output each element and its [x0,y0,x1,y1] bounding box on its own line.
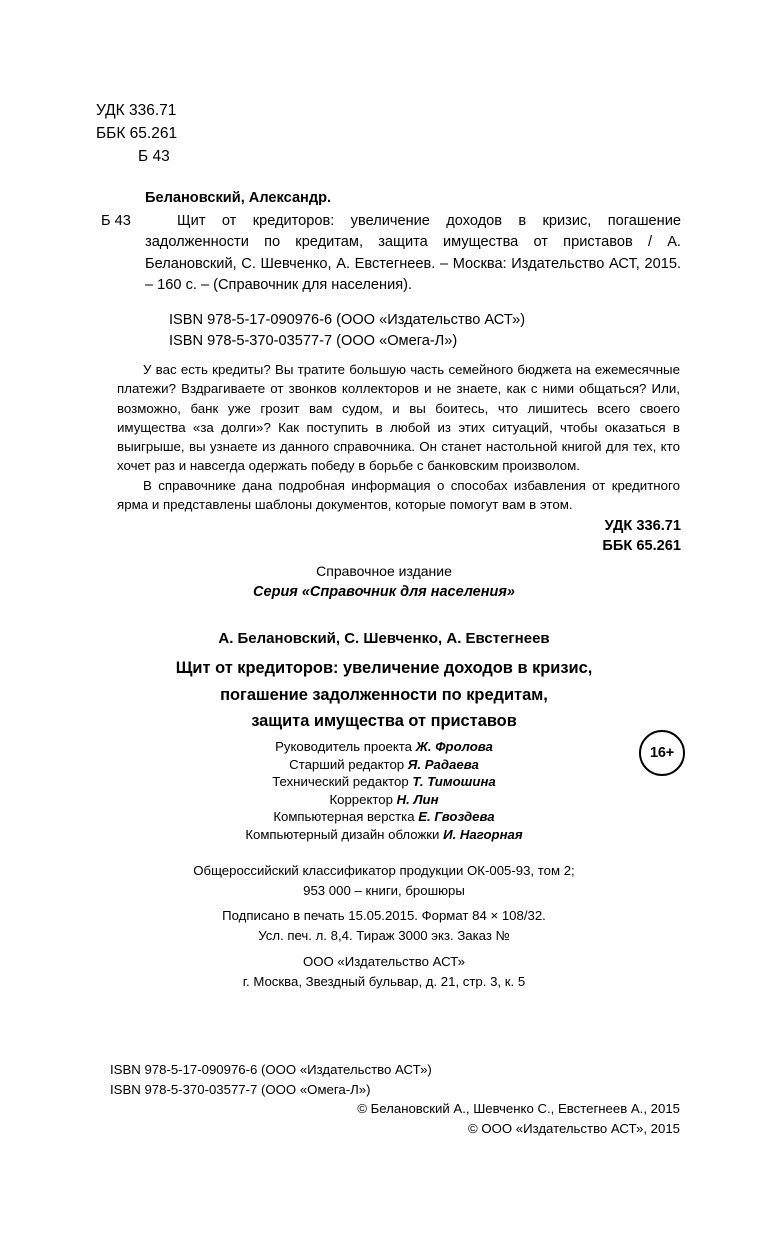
bbk-code: ББК 65.261 [96,125,178,142]
title-line-2: погашение задолженности по кредитам, [220,685,548,704]
title-line-1: Щит от кредиторов: увеличение доходов в кризис, [175,659,593,677]
author-sign-code: Б 43 [138,148,170,165]
udk-code: УДК 336.71 [96,102,177,119]
production-credits [84,738,684,844]
credit-role: Руководитель проекта [275,739,413,754]
edition-kind-label: Справочное издание [316,563,452,579]
copyright-publisher: © ООО «Издательство АСТ», 2015 [467,1121,680,1136]
bibliographic-record [101,188,681,297]
footer-copyright-block [280,1099,680,1139]
credit-row [84,738,684,756]
credit-name: Я. Радаева [407,756,479,772]
footer-isbn-omega: ISBN 978-5-370-03577-7 (ООО «Омега-Л») [110,1082,371,1097]
title-block [84,626,684,735]
bbk-code-repeat: ББК 65.261 [602,538,681,554]
annotation-block [117,360,680,514]
udk-code-repeat: УДК 336.71 [604,518,681,534]
copyright-authors: © Белановский А., Шевченко С., Евстегнеев А., 2015 [357,1101,680,1116]
credit-name: И. Нагорная [443,826,523,842]
footer-isbn-block [110,1060,530,1100]
series-label: Серия «Справочник для населения» [253,584,515,600]
biblio-author-heading: Белановский, Александр. [145,190,332,206]
credit-name: Т. Тимошина [412,774,496,790]
edition-kind-block [84,561,684,603]
classification-codes [96,99,316,168]
credit-row [84,826,684,844]
credit-row [84,808,684,826]
biblio-shelf-mark: Б 43 [101,212,131,229]
credit-row [84,756,684,774]
credit-role: Компьютерный дизайн обложки [245,826,440,842]
credit-row [84,791,684,809]
isbn-omega: ISBN 978-5-370-03577-7 (ООО «Омега-Л») [169,333,458,349]
credit-row [84,773,684,791]
credit-name: Н. Лин [396,791,439,807]
printrun-line-2: Усл. печ. л. 8,4. Тираж 3000 экз. Заказ № [258,927,510,943]
credit-role: Старший редактор [289,756,405,772]
classifier-line-1: Общероссийский классификатор продукции ОК-005-93, том 2; [193,863,575,878]
isbn-block [169,310,669,352]
biblio-description-row [101,211,681,297]
age-rating-label: 16+ [650,745,674,761]
publisher-block [84,952,684,991]
isbn-ast: ISBN 978-5-17-090976-6 (ООО «Издательство АСТ») [169,312,526,328]
annotation-paragraph-2: В справочнике дана подробная информация о способах избавления от кредитного ярма и представлены шаблоны документов, которые помогут вам в этом. [117,477,680,513]
classifier-line-2: 953 000 – книги, брошюры [303,882,465,898]
credit-role: Корректор [329,791,393,807]
credit-name: Е. Гвоздева [418,809,495,825]
footer-isbn-ast: ISBN 978-5-17-090976-6 (ООО «Издательство АСТ») [110,1062,432,1077]
classification-codes-repeat [380,516,681,556]
product-classifier-block [84,861,684,900]
credit-role: Технический редактор [272,774,409,790]
printrun-block [84,906,684,945]
credit-role: Компьютерная верстка [273,809,415,825]
credit-name: Ж. Фролова [415,739,493,754]
annotation-paragraph-1: У вас есть кредиты? Вы тратите большую часть семейного бюджета на ежемесячные платежи? Вздрагиваете от звонков коллекторов и не знаете, как с ними общаться? Или, возможно, банк уже грозит вам судом, и вы боитесь, что лишитесь всего своего имущества «за долги»? Как поступить в любой из этих ситуаций, чтобы оказаться в выигрыше, вы узнаете из данного справочника. Он станет настольной книгой для тех, кто хочет раз и навсегда одержать победу в борьбе с банковским произволом. [117,362,680,474]
title-authors: А. Белановский, С. Шевченко, А. Евстегнеев [218,630,550,647]
title-line-3: защита имущества от приставов [251,712,517,730]
age-rating-badge [639,730,685,776]
biblio-description: Щит от кредиторов: увеличение доходов в кризис, погашение задолженности по кредитам, защита имущества от приставов / А. Белановский, С. Шевченко, А. Евстегнеев. – Москва: Издательство АСТ, 2015. – 160 с. – (Справочник для населения). [145,212,681,293]
publisher-name: ООО «Издательство АСТ» [303,954,465,969]
publisher-address: г. Москва, Звездный бульвар, д. 21, стр. 3, к. 5 [242,973,526,989]
printrun-line-1: Подписано в печать 15.05.2015. Формат 84 × 108/32. [222,908,546,923]
